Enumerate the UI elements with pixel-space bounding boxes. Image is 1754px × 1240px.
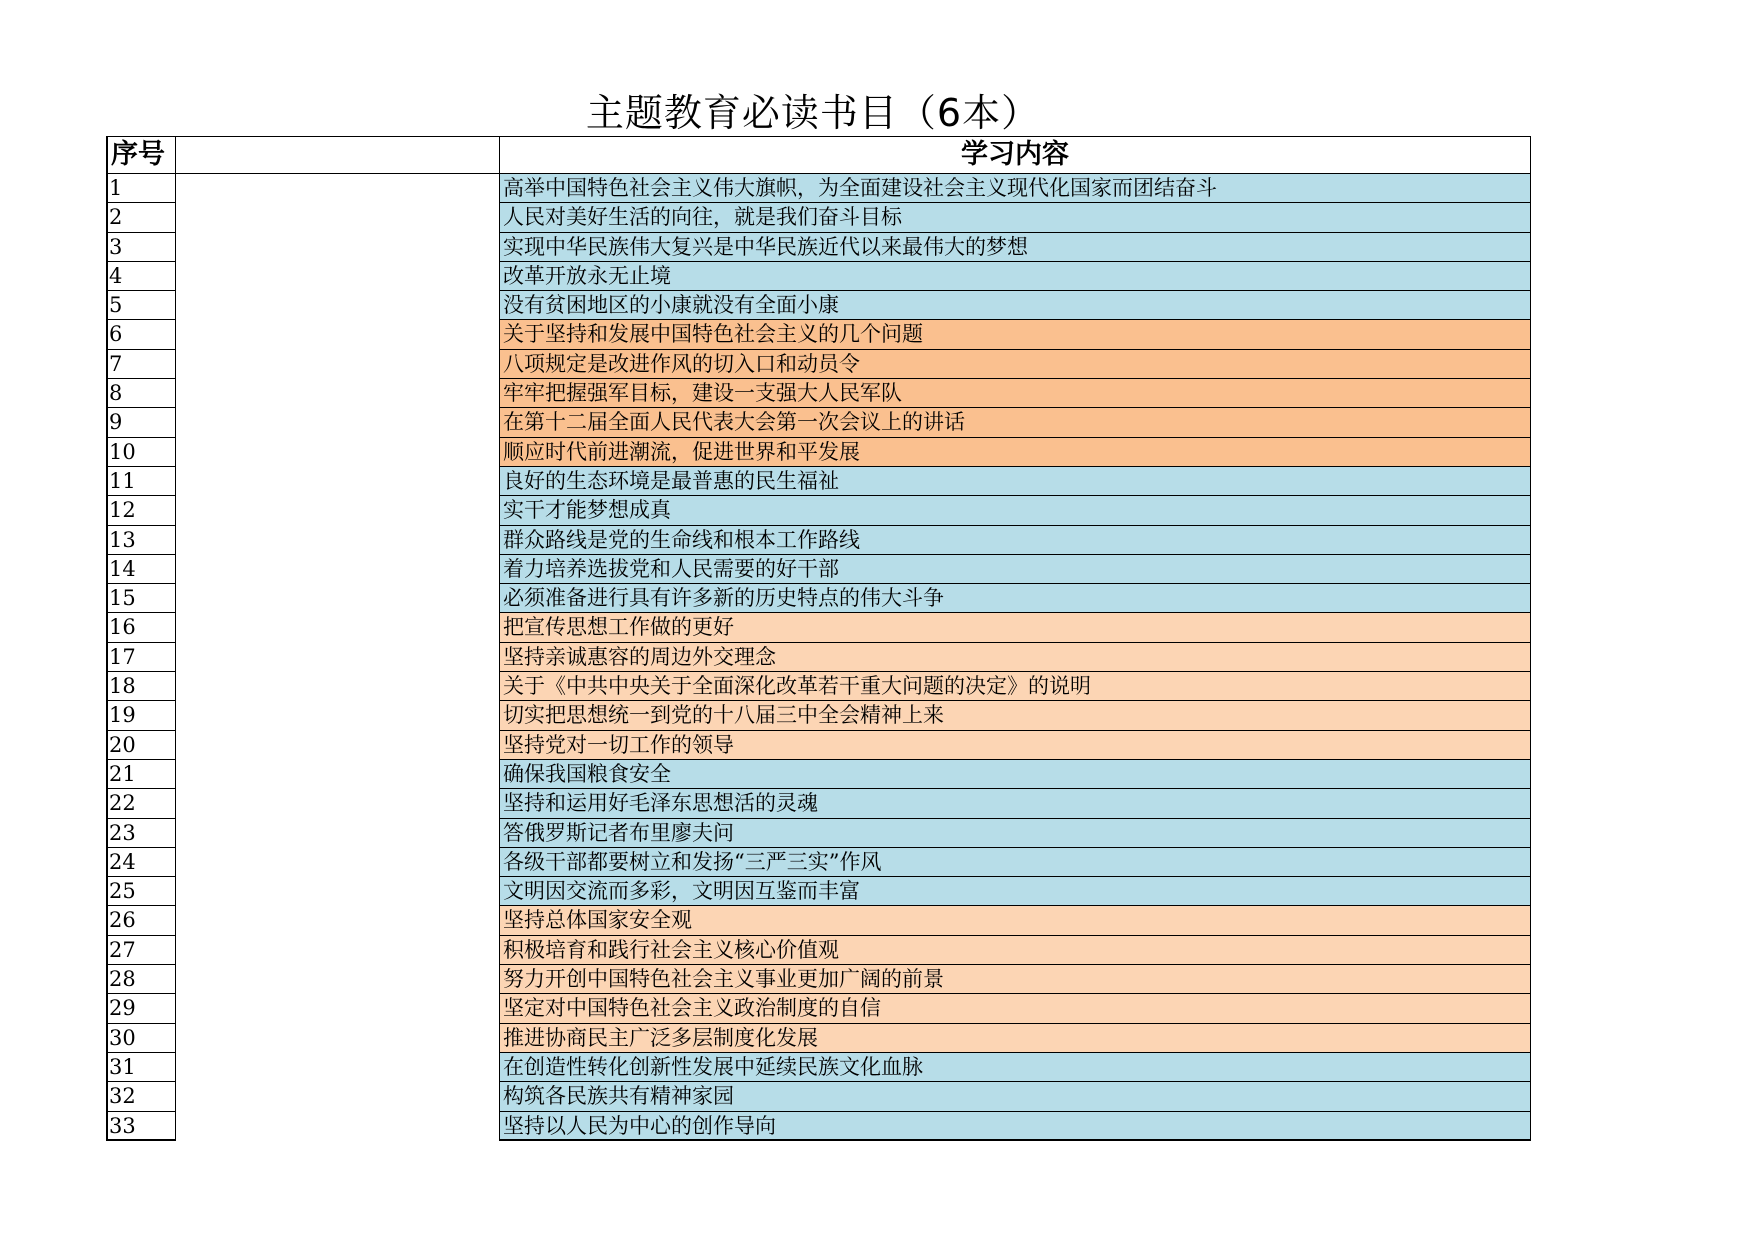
table-row bbox=[106, 555, 1533, 584]
row-content: 顺应时代前进潮流，促进世界和平发展 bbox=[499, 438, 1531, 467]
table-row bbox=[106, 584, 1533, 613]
row-blank-cell bbox=[176, 936, 499, 965]
row-blank-cell bbox=[176, 672, 499, 701]
table-row bbox=[106, 819, 1533, 848]
table-row bbox=[106, 233, 1533, 262]
row-index: 25 bbox=[106, 877, 176, 906]
row-index: 10 bbox=[106, 438, 176, 467]
table-row bbox=[106, 262, 1533, 291]
row-blank-cell bbox=[176, 701, 499, 730]
table-row bbox=[106, 789, 1533, 818]
row-blank-cell bbox=[176, 965, 499, 994]
row-content: 坚定对中国特色社会主义政治制度的自信 bbox=[499, 994, 1531, 1023]
row-blank-cell bbox=[176, 906, 499, 935]
row-content: 高举中国特色社会主义伟大旗帜，为全面建设社会主义现代化国家而团结奋斗 bbox=[499, 174, 1531, 203]
row-content: 在第十二届全面人民代表大会第一次会议上的讲话 bbox=[499, 408, 1531, 437]
row-content: 切实把思想统一到党的十八届三中全会精神上来 bbox=[499, 701, 1531, 730]
row-blank-cell bbox=[176, 1112, 499, 1141]
table-row bbox=[106, 731, 1533, 760]
row-blank-cell bbox=[176, 555, 499, 584]
row-blank-cell bbox=[176, 731, 499, 760]
header-blank bbox=[176, 136, 499, 174]
row-content: 良好的生态环境是最普惠的民生福祉 bbox=[499, 467, 1531, 496]
table-row bbox=[106, 1082, 1533, 1111]
row-index: 2 bbox=[106, 203, 176, 232]
row-blank-cell bbox=[176, 526, 499, 555]
row-content: 改革开放永无止境 bbox=[499, 262, 1531, 291]
table-row bbox=[106, 760, 1533, 789]
table-row bbox=[106, 291, 1533, 320]
row-index: 18 bbox=[106, 672, 176, 701]
table-row bbox=[106, 1112, 1533, 1141]
row-index: 24 bbox=[106, 848, 176, 877]
row-index: 16 bbox=[106, 613, 176, 642]
row-content: 没有贫困地区的小康就没有全面小康 bbox=[499, 291, 1531, 320]
row-blank-cell bbox=[176, 1053, 499, 1082]
row-content: 实干才能梦想成真 bbox=[499, 496, 1531, 525]
row-blank-cell bbox=[176, 262, 499, 291]
row-blank-cell bbox=[176, 408, 499, 437]
row-index: 31 bbox=[106, 1053, 176, 1082]
row-content: 构筑各民族共有精神家园 bbox=[499, 1082, 1531, 1111]
table-row bbox=[106, 994, 1533, 1023]
table-row bbox=[106, 203, 1533, 232]
row-index: 8 bbox=[106, 379, 176, 408]
page-title: 主题教育必读书目（6本） bbox=[585, 91, 1041, 135]
row-blank-cell bbox=[176, 379, 499, 408]
table-row bbox=[106, 672, 1533, 701]
row-index: 3 bbox=[106, 233, 176, 262]
row-index: 29 bbox=[106, 994, 176, 1023]
table-row bbox=[106, 496, 1533, 525]
header-content: 学习内容 bbox=[499, 136, 1531, 174]
row-index: 32 bbox=[106, 1082, 176, 1111]
table-row bbox=[106, 848, 1533, 877]
row-blank-cell bbox=[176, 438, 499, 467]
row-content: 在创造性转化创新性发展中延续民族文化血脉 bbox=[499, 1053, 1531, 1082]
row-content: 把宣传思想工作做的更好 bbox=[499, 613, 1531, 642]
table-row bbox=[106, 877, 1533, 906]
row-index: 20 bbox=[106, 731, 176, 760]
row-blank-cell bbox=[176, 877, 499, 906]
row-index: 21 bbox=[106, 760, 176, 789]
row-index: 7 bbox=[106, 350, 176, 379]
row-content: 实现中华民族伟大复兴是中华民族近代以来最伟大的梦想 bbox=[499, 233, 1531, 262]
row-blank-cell bbox=[176, 350, 499, 379]
row-content: 必须准备进行具有许多新的历史特点的伟大斗争 bbox=[499, 584, 1531, 613]
row-content: 人民对美好生活的向往，就是我们奋斗目标 bbox=[499, 203, 1531, 232]
table-row bbox=[106, 965, 1533, 994]
table-body bbox=[106, 174, 1533, 1141]
row-content: 群众路线是党的生命线和根本工作路线 bbox=[499, 526, 1531, 555]
row-content: 答俄罗斯记者布里廖夫问 bbox=[499, 819, 1531, 848]
row-blank-cell bbox=[176, 848, 499, 877]
row-index: 22 bbox=[106, 789, 176, 818]
row-index: 33 bbox=[106, 1112, 176, 1141]
row-content: 努力开创中国特色社会主义事业更加广阔的前景 bbox=[499, 965, 1531, 994]
row-index: 27 bbox=[106, 936, 176, 965]
row-content: 坚持总体国家安全观 bbox=[499, 906, 1531, 935]
row-blank-cell bbox=[176, 613, 499, 642]
row-index: 11 bbox=[106, 467, 176, 496]
row-blank-cell bbox=[176, 203, 499, 232]
row-content: 积极培育和践行社会主义核心价值观 bbox=[499, 936, 1531, 965]
table-row bbox=[106, 320, 1533, 349]
table-header-row bbox=[106, 136, 1533, 174]
table-row bbox=[106, 467, 1533, 496]
row-index: 13 bbox=[106, 526, 176, 555]
row-blank-cell bbox=[176, 819, 499, 848]
table-row bbox=[106, 174, 1533, 203]
header-index: 序号 bbox=[106, 136, 176, 174]
row-content: 八项规定是改进作风的切入口和动员令 bbox=[499, 350, 1531, 379]
row-index: 4 bbox=[106, 262, 176, 291]
reading-list-table bbox=[106, 136, 1533, 1141]
row-content: 推进协商民主广泛多层制度化发展 bbox=[499, 1024, 1531, 1053]
row-blank-cell bbox=[176, 1082, 499, 1111]
row-content: 牢牢把握强军目标，建设一支强大人民军队 bbox=[499, 379, 1531, 408]
row-blank-cell bbox=[176, 994, 499, 1023]
row-content: 文明因交流而多彩，文明因互鉴而丰富 bbox=[499, 877, 1531, 906]
row-blank-cell bbox=[176, 643, 499, 672]
table-row bbox=[106, 1053, 1533, 1082]
table-row bbox=[106, 613, 1533, 642]
row-index: 19 bbox=[106, 701, 176, 730]
table-row bbox=[106, 1024, 1533, 1053]
row-blank-cell bbox=[176, 467, 499, 496]
row-index: 1 bbox=[106, 174, 176, 203]
row-blank-cell bbox=[176, 320, 499, 349]
row-index: 5 bbox=[106, 291, 176, 320]
row-content: 着力培养选拔党和人民需要的好干部 bbox=[499, 555, 1531, 584]
row-blank-cell bbox=[176, 760, 499, 789]
row-content: 各级干部都要树立和发扬“三严三实”作风 bbox=[499, 848, 1531, 877]
row-index: 28 bbox=[106, 965, 176, 994]
table-row bbox=[106, 526, 1533, 555]
row-index: 6 bbox=[106, 320, 176, 349]
row-blank-cell bbox=[176, 496, 499, 525]
table-row bbox=[106, 438, 1533, 467]
row-index: 26 bbox=[106, 906, 176, 935]
table-row bbox=[106, 701, 1533, 730]
row-index: 9 bbox=[106, 408, 176, 437]
row-content: 关于坚持和发展中国特色社会主义的几个问题 bbox=[499, 320, 1531, 349]
row-index: 15 bbox=[106, 584, 176, 613]
row-blank-cell bbox=[176, 291, 499, 320]
row-blank-cell bbox=[176, 233, 499, 262]
row-blank-cell bbox=[176, 174, 499, 203]
table-row bbox=[106, 936, 1533, 965]
row-content: 确保我国粮食安全 bbox=[499, 760, 1531, 789]
table-row bbox=[106, 379, 1533, 408]
row-blank-cell bbox=[176, 789, 499, 818]
row-index: 14 bbox=[106, 555, 176, 584]
row-content: 坚持党对一切工作的领导 bbox=[499, 731, 1531, 760]
table-row bbox=[106, 408, 1533, 437]
row-blank-cell bbox=[176, 1024, 499, 1053]
table-row bbox=[106, 350, 1533, 379]
table-row bbox=[106, 906, 1533, 935]
row-index: 23 bbox=[106, 819, 176, 848]
row-index: 17 bbox=[106, 643, 176, 672]
row-content: 坚持和运用好毛泽东思想活的灵魂 bbox=[499, 789, 1531, 818]
row-index: 30 bbox=[106, 1024, 176, 1053]
row-content: 坚持以人民为中心的创作导向 bbox=[499, 1112, 1531, 1141]
row-content: 关于《中共中央关于全面深化改革若干重大问题的决定》的说明 bbox=[499, 672, 1531, 701]
row-content: 坚持亲诚惠容的周边外交理念 bbox=[499, 643, 1531, 672]
row-blank-cell bbox=[176, 584, 499, 613]
row-index: 12 bbox=[106, 496, 176, 525]
table-row bbox=[106, 643, 1533, 672]
